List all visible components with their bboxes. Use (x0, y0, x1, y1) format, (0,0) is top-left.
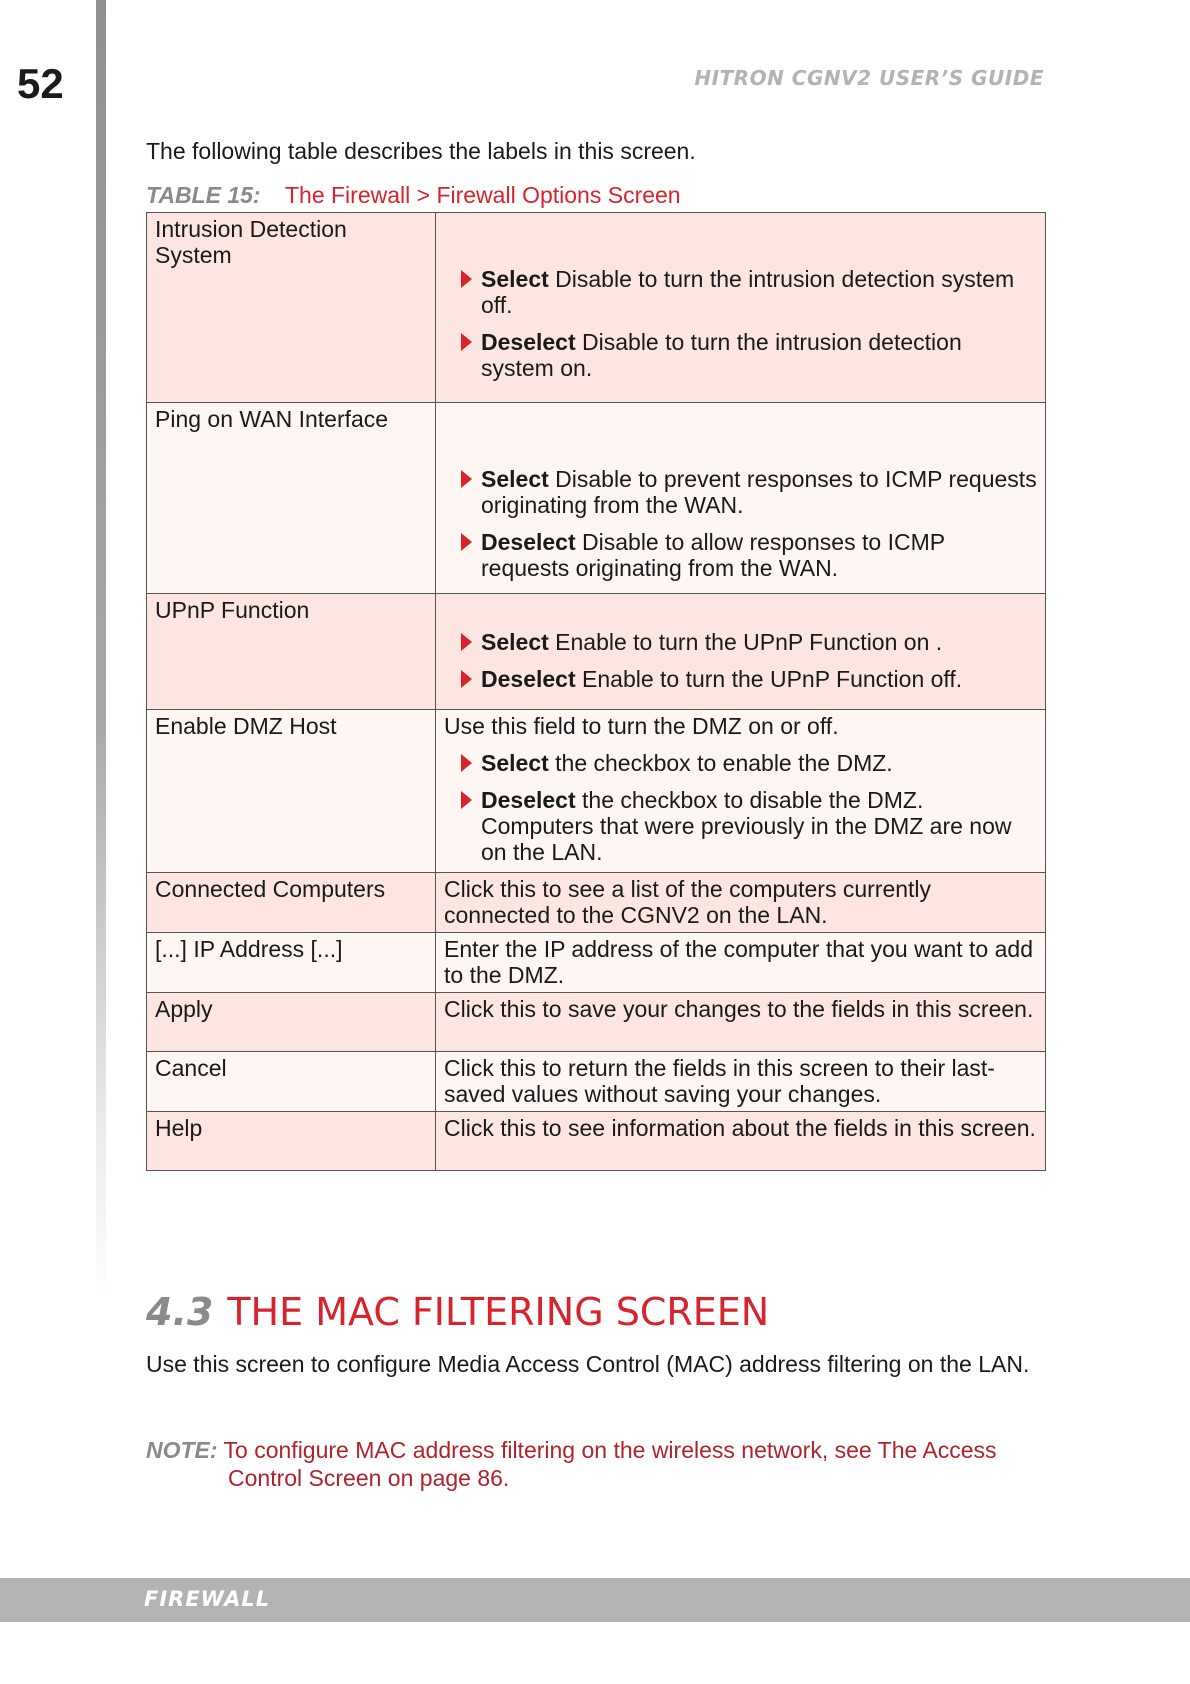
note-text-line2: Control Screen on page 86. (228, 1465, 510, 1491)
bullet-list (444, 629, 1037, 692)
row-description-text: Click this to see a list of the computers currently connected to the CGNV2 on the LAN. (444, 876, 932, 928)
section-title: THE MAC FILTERING SCREEN (227, 1290, 770, 1334)
section-text: Use this screen to configure Media Access Control (MAC) address filtering on the LAN. (146, 1351, 1030, 1377)
row-label: Help (147, 1112, 436, 1171)
row-description-text: Click this to return the fields in this screen to their last-saved values without saving your changes. (444, 1055, 995, 1107)
table-row (147, 403, 1046, 594)
bullet-triangle-icon (461, 633, 472, 651)
bullet-triangle-icon (461, 270, 472, 288)
bullet-item (444, 329, 1037, 381)
bullet-list (444, 750, 1037, 865)
bullet-triangle-icon (461, 470, 472, 488)
row-label: Apply (147, 993, 436, 1052)
table-caption-label: TABLE 15: (146, 182, 261, 208)
row-description (436, 213, 1046, 403)
bullet-keyword: Select (481, 629, 549, 655)
running-header: HITRON CGNV2 USER’S GUIDE (694, 66, 1044, 90)
bullet-text: Enable to turn the UPnP Function on . (548, 629, 943, 655)
bullet-item (444, 787, 1037, 865)
bullet-text: the checkbox to enable the DMZ. (548, 750, 893, 776)
row-description (436, 933, 1046, 993)
row-spacer (444, 216, 1037, 266)
row-label: Enable DMZ Host (147, 710, 436, 873)
bullet-text: Disable to turn the intrusion detection system on. (481, 329, 962, 381)
row-description (436, 873, 1046, 933)
row-spacer (444, 597, 1037, 629)
note-label: NOTE: (146, 1437, 218, 1463)
table-row (147, 1052, 1046, 1112)
row-label: Cancel (147, 1052, 436, 1112)
bullet-keyword: Select (481, 266, 549, 292)
row-label: Intrusion Detection System (147, 213, 436, 403)
row-description-text: Click this to save your changes to the fields in this screen. (444, 996, 1034, 1022)
bullet-item (444, 629, 1037, 655)
table-caption-title: The Firewall > Firewall Options Screen (284, 182, 681, 208)
row-description (436, 1112, 1046, 1171)
bullet-text: the checkbox to disable the DMZ. Computers that were previously in the DMZ are now on the LAN. (481, 787, 1012, 865)
bullet-keyword: Select (481, 466, 549, 492)
table-row (147, 594, 1046, 710)
table-row (147, 1112, 1046, 1171)
row-label: UPnP Function (147, 594, 436, 710)
firewall-options-table (146, 212, 1046, 1171)
row-description-text: Enter the IP address of the computer that you want to add to the DMZ. (444, 936, 1033, 988)
bullet-triangle-icon (461, 670, 472, 688)
section-heading (146, 1290, 769, 1334)
row-description (436, 403, 1046, 594)
bullet-list (444, 266, 1037, 381)
row-description (436, 993, 1046, 1052)
table-row (147, 873, 1046, 933)
bullet-triangle-icon (461, 791, 472, 809)
note-text-line1: To configure MAC address filtering on the wireless network, see The Access (223, 1437, 997, 1463)
bullet-text: Disable to turn the intrusion detection system off. (481, 266, 1015, 318)
section-number: 4.3 (146, 1290, 214, 1334)
bullet-keyword: Deselect (481, 787, 576, 813)
bullet-keyword: Deselect (481, 666, 576, 692)
row-label: [...] IP Address [...] (147, 933, 436, 993)
row-description (436, 1052, 1046, 1112)
bullet-triangle-icon (461, 533, 472, 551)
footer-section-title: FIREWALL (144, 1587, 271, 1611)
row-description-text: Click this to see information about the fields in this screen. (444, 1115, 1036, 1141)
bullet-triangle-icon (461, 333, 472, 351)
table-row (147, 993, 1046, 1052)
intro-text: The following table describes the labels in this screen. (146, 138, 696, 164)
table-row (147, 710, 1046, 873)
row-label: Ping on WAN Interface (147, 403, 436, 594)
bullet-keyword: Select (481, 750, 549, 776)
bullet-triangle-icon (461, 754, 472, 772)
table-body (147, 213, 1046, 1171)
side-bar (96, 0, 106, 1300)
bullet-item (444, 666, 1037, 692)
bullet-text: Disable to prevent responses to ICMP requests originating from the WAN. (481, 466, 1037, 518)
note (146, 1436, 1046, 1492)
bullet-list (444, 466, 1037, 581)
bullet-keyword: Deselect (481, 529, 576, 555)
row-label: Connected Computers (147, 873, 436, 933)
bullet-keyword: Deselect (481, 329, 576, 355)
row-spacer (444, 406, 1037, 466)
page-number: 52 (17, 60, 64, 107)
table-row (147, 213, 1046, 403)
row-description (436, 594, 1046, 710)
table-row (147, 933, 1046, 993)
bullet-text: Enable to turn the UPnP Function off. (575, 666, 963, 692)
bullet-item (444, 266, 1037, 318)
bullet-item (444, 529, 1037, 581)
row-description-text: Use this field to turn the DMZ on or off. (444, 713, 839, 739)
row-description (436, 710, 1046, 873)
bullet-text: Disable to allow responses to ICMP requests originating from the WAN. (481, 529, 945, 581)
bullet-item (444, 750, 1037, 776)
bullet-item (444, 466, 1037, 518)
table-caption (146, 182, 681, 209)
